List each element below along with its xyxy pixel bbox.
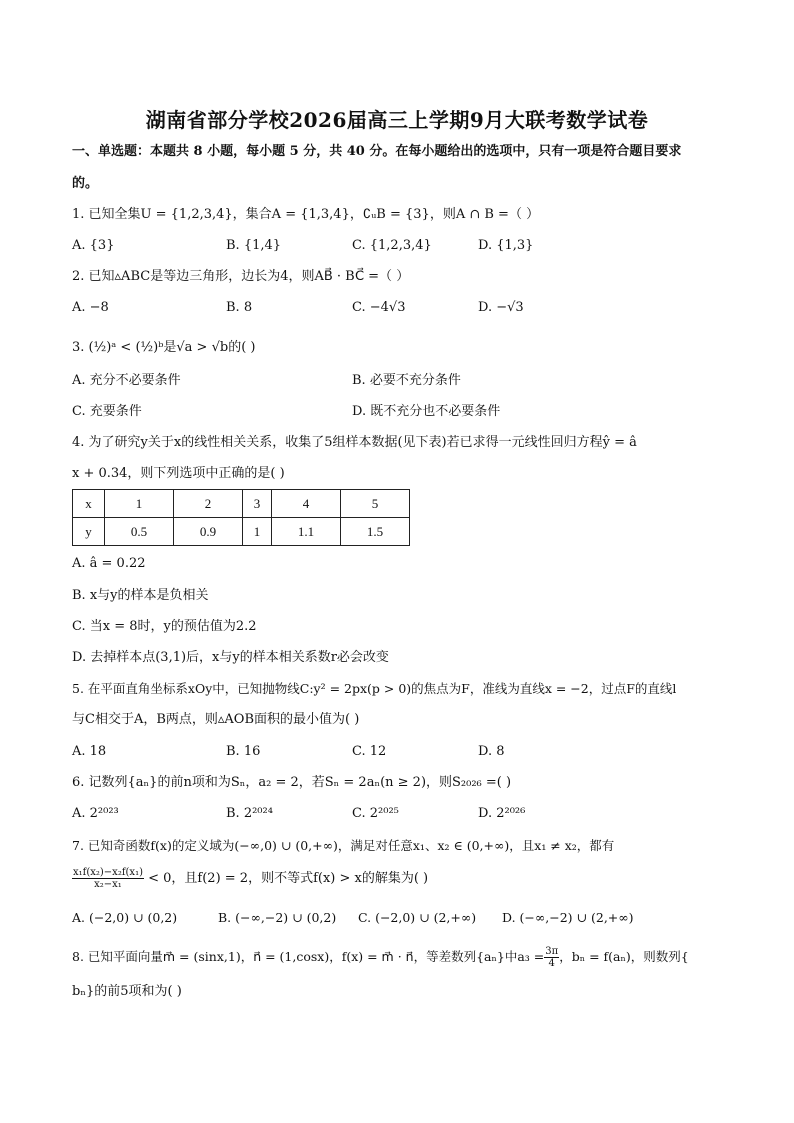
q1-option-a: A. {3} xyxy=(72,238,115,253)
q7-option-a: A. (−2,0) ∪ (0,2) xyxy=(72,910,178,925)
question-3-stem: 3. (½)ᵃ < (½)ᵇ是√a > √b的( ) xyxy=(72,340,256,355)
q7-stem-line2-text: < 0，且f(2) = 2，则不等式f(x) > x的解集为( ) xyxy=(143,871,429,886)
question-4-stem-line1: 4. 为了研究y关于x的线性相关关系，收集了5组样本数据(见下表)若已求得一元线性回归方程ŷ = â xyxy=(72,435,637,450)
q8-stem-part2: ，bₙ = f(aₙ)，则数列{ xyxy=(559,949,689,964)
table-cell: 1.1 xyxy=(272,518,341,546)
table-cell: 2 xyxy=(174,490,243,518)
q3-option-b: B. 必要不充分条件 xyxy=(352,373,461,388)
q3-option-a: A. 充分不必要条件 xyxy=(72,373,181,388)
q4-option-c: C. 当x = 8时，y的预估值为2.2 xyxy=(72,619,257,634)
question-8-stem-line2: bₙ}的前5项和为( ) xyxy=(72,984,182,999)
q8-fraction-numerator: 3π xyxy=(545,946,559,957)
question-7-stem-line1: 7. 已知奇函数f(x)的定义域为(−∞,0) ∪ (0,+∞)，满足对任意x₁、x₂ ∈ (0,+∞)，且x₁ ≠ x₂，都有 xyxy=(72,838,615,853)
q2-option-d: D. −√3 xyxy=(478,300,524,315)
q8-fraction-denominator: 4 xyxy=(548,958,555,969)
q7-option-d: D. (−∞,−2) ∪ (2,+∞) xyxy=(502,910,634,925)
q7-option-c: C. (−2,0) ∪ (2,+∞) xyxy=(358,910,477,925)
q4-option-b: B. x与y的样本是负相关 xyxy=(72,588,209,603)
q4-data-table xyxy=(72,489,410,546)
q2-option-c: C. −4√3 xyxy=(352,300,406,315)
q4-option-a: A. â = 0.22 xyxy=(72,556,146,571)
table-cell: 5 xyxy=(341,490,410,518)
q6-option-d: D. 2²⁰²⁶ xyxy=(478,806,526,821)
q6-option-c: C. 2²⁰²⁵ xyxy=(352,806,399,821)
question-2-stem: 2. 已知▵ABC是等边三角形，边长为4，则AB⃗ · BC⃗ =（ ） xyxy=(72,269,410,284)
q7-fraction-numerator: x₁f(x₂)−x₂f(x₁) xyxy=(73,867,143,878)
q5-option-a: A. 18 xyxy=(72,744,107,759)
table-row-x xyxy=(73,490,410,518)
q5-option-b: B. 16 xyxy=(226,744,261,759)
table-cell: 1 xyxy=(105,490,174,518)
question-4-stem-line2: x + 0.34，则下列选项中正确的是( ) xyxy=(72,466,285,481)
table-row-y xyxy=(73,518,410,546)
q4-option-d: D. 去掉样本点(3,1)后，x与y的样本相关系数r必会改变 xyxy=(72,650,389,665)
q1-option-d: D. {1,3} xyxy=(478,238,534,253)
q6-option-a: A. 2²⁰²³ xyxy=(72,806,119,821)
table-cell: 3 xyxy=(243,490,272,518)
question-1-stem: 1. 已知全集U = {1,2,3,4}，集合A = {1,3,4}，∁ᵤB = {3}，则A ∩ B =（ ） xyxy=(72,207,540,222)
section-heading-line1: 一、单选题：本题共 8 小题，每小题 5 分，共 40 分。在每小题给出的选项中，只有一项是符合题目要求 xyxy=(72,144,682,159)
q5-option-c: C. 12 xyxy=(352,744,387,759)
q2-option-a: A. −8 xyxy=(72,300,109,315)
table-cell: 0.9 xyxy=(174,518,243,546)
table-cell: 0.5 xyxy=(105,518,174,546)
section-heading-line2: 的。 xyxy=(72,176,99,191)
table-cell: 1.5 xyxy=(341,518,410,546)
q5-option-d: D. 8 xyxy=(478,744,505,759)
q7-fraction xyxy=(72,867,144,890)
question-7-stem-line2 xyxy=(72,866,428,892)
table-header-y: y xyxy=(73,518,105,546)
q6-option-b: B. 2²⁰²⁴ xyxy=(226,806,273,821)
question-8-stem-line1 xyxy=(72,944,689,970)
question-5-stem-line2: 与C相交于A，B两点，则▵AOB面积的最小值为( ) xyxy=(72,712,360,727)
q1-option-c: C. {1,2,3,4} xyxy=(352,238,432,253)
q7-fraction-denominator: x₂−x₁ xyxy=(94,879,122,890)
table-cell: 4 xyxy=(272,490,341,518)
q3-option-c: C. 充要条件 xyxy=(72,404,142,419)
table-header-x: x xyxy=(73,490,105,518)
q2-option-b: B. 8 xyxy=(226,300,253,315)
question-6-stem: 6. 记数列{aₙ}的前n项和为Sₙ，a₂ = 2，若Sₙ = 2aₙ(n ≥ 2)，则S₂₀₂₆ =( ) xyxy=(72,775,512,790)
q8-fraction xyxy=(544,946,559,969)
exam-title: 湖南省部分学校2026届高三上学期9月大联考数学试卷 xyxy=(145,108,649,132)
q8-stem-part1: 8. 已知平面向量m⃗ = (sinx,1)，n⃗ = (1,cosx)，f(x) = m⃗ · n⃗，等差数列{aₙ}中a₃ = xyxy=(72,949,545,964)
q7-option-b: B. (−∞,−2) ∪ (0,2) xyxy=(218,910,337,925)
q3-option-d: D. 既不充分也不必要条件 xyxy=(352,404,501,419)
question-5-stem-line1: 5. 在平面直角坐标系xOy中，已知抛物线C:y² = 2px(p > 0)的焦点为F，准线为直线x = −2，过点F的直线l xyxy=(72,681,677,696)
q1-option-b: B. {1,4} xyxy=(226,238,282,253)
table-cell: 1 xyxy=(243,518,272,546)
